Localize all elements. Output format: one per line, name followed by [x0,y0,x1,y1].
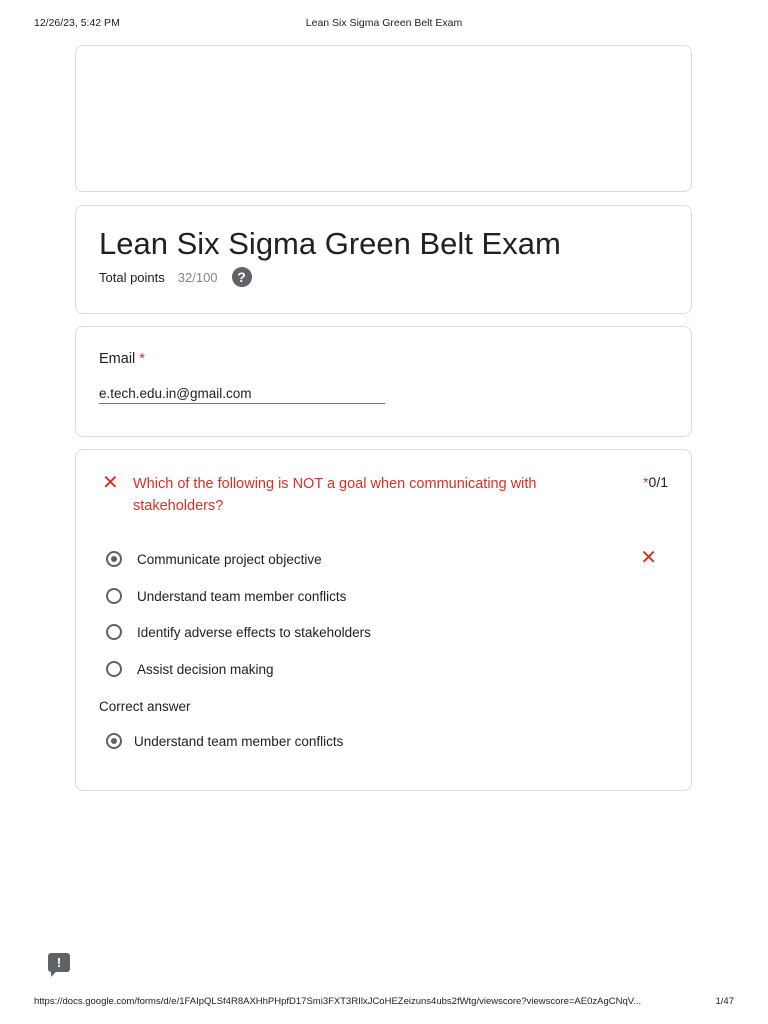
question-mark-circle-icon[interactable]: ? [232,267,252,287]
radio-button[interactable] [106,588,122,604]
radio-button-selected [106,733,122,749]
radio-button[interactable] [106,661,122,677]
question-text: Which of the following is NOT a goal when communicating with stakeholders? [133,476,537,514]
question-card [75,449,692,791]
email-card [75,326,692,437]
email-label-text: Email [99,351,136,367]
radio-button[interactable] [106,624,122,640]
question-score [643,474,668,490]
score-value: 0/1 [648,474,668,490]
form-title-card [75,205,692,314]
option-row[interactable] [106,585,346,607]
option-row[interactable] [106,548,322,570]
report-feedback-icon[interactable]: ! [48,953,70,972]
print-datetime: 12/26/23, 5:42 PM [34,17,120,29]
option-label: Assist decision making [137,661,274,677]
print-title: Lean Six Sigma Green Belt Exam [305,17,463,29]
wrong-answer-x-icon: ✕ [640,547,657,569]
total-points-value: 32/100 [177,269,218,285]
option-row[interactable] [106,658,274,680]
print-footer [34,996,734,1008]
correct-answer-label: Understand team member conflicts [134,733,344,749]
print-header [34,17,734,31]
required-asterisk: * [643,474,649,490]
incorrect-x-icon: ✕ [102,472,119,494]
total-points-label: Total points [99,269,165,285]
radio-button-selected[interactable] [106,551,122,567]
option-row[interactable] [106,621,371,643]
print-url: https://docs.google.com/forms/d/e/1FAIpQLSf4R8AXHhPHpfD17Smi3FXT3RIlxJCoHEZeizuns4ubs2fWtg/viewscore?viewscore=AE0zAgCNqV... [34,996,642,1007]
email-label [99,351,145,367]
correct-answer-row [106,730,343,752]
option-label: Identify adverse effects to stakeholders [137,624,371,640]
option-label: Understand team member conflicts [137,588,347,604]
option-label: Communicate project objective [137,551,322,567]
correct-answer-heading: Correct answer [99,699,191,714]
header-banner-card [75,45,692,192]
form-title: Lean Six Sigma Green Belt Exam [99,226,561,261]
required-asterisk: * [139,351,145,367]
total-points-row [99,266,252,288]
print-page-number: 1/47 [715,996,734,1007]
email-field: e.tech.edu.in@gmail.com [99,386,385,404]
